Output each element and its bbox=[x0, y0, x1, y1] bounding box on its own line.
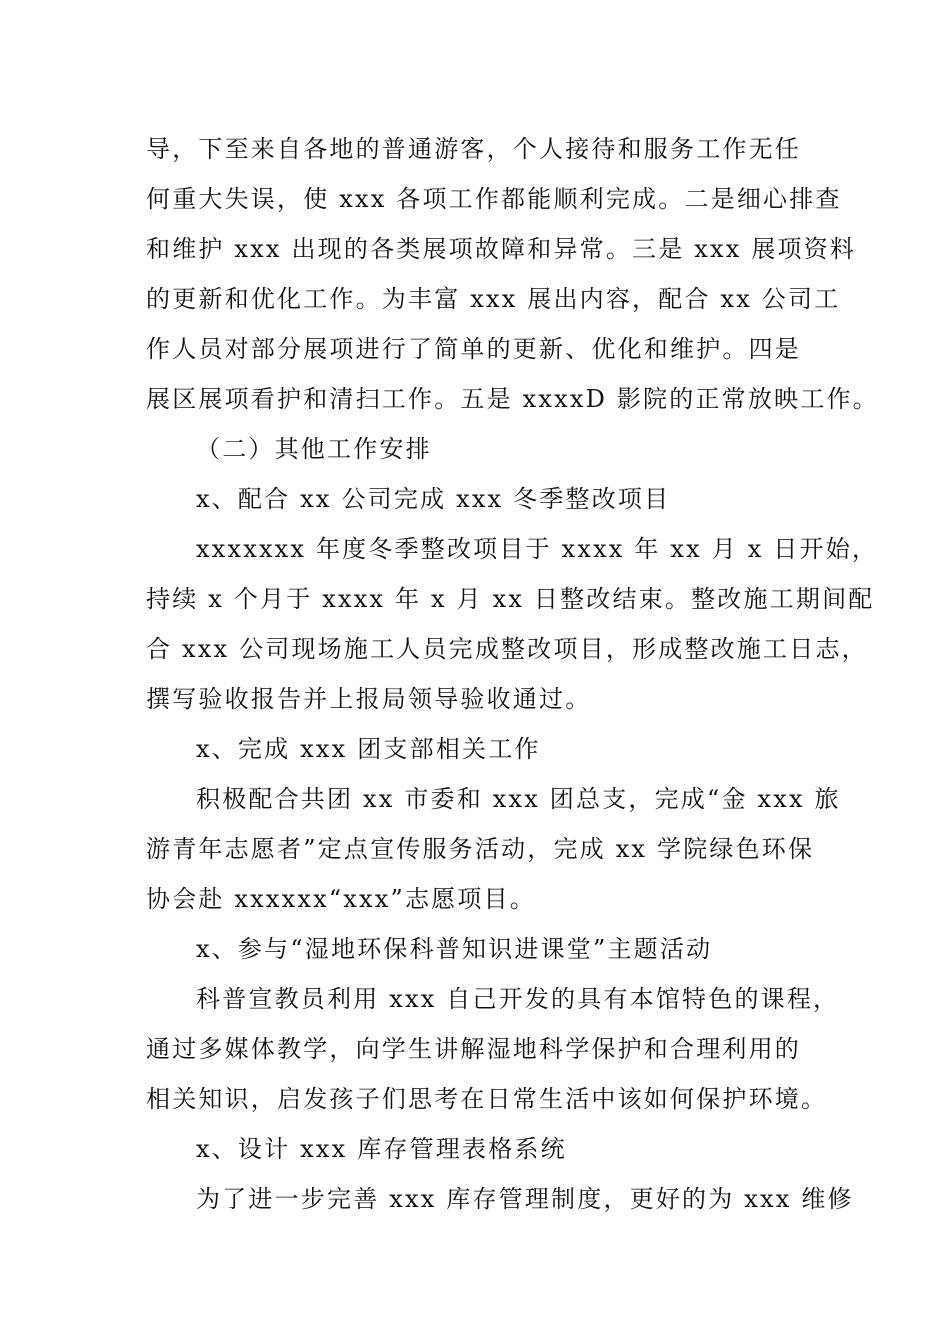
section-heading: （二）其他工作安排 bbox=[196, 435, 432, 463]
item-heading-1: x、配合 xx 公司完成 xxx 冬季整改项目 bbox=[196, 485, 671, 513]
text-line-10: 撰写验收报告并上报局领导验收通过。 bbox=[146, 685, 592, 713]
text-line-12: 游青年志愿者”定点宣传服务活动，完成 xx 学院绿色环保 bbox=[146, 835, 815, 863]
text-line-17: 为了进一步完善 xxx 库存管理制度，更好的为 xxx 维修 bbox=[196, 1185, 854, 1213]
text-line-2: 何重大失误，使 xxx 各项工作都能顺利完成。二是细心排查 bbox=[146, 185, 842, 213]
text-line-9: 合 xxx 公司现场施工人员完成整改项目，形成整改施工日志， bbox=[146, 635, 868, 663]
text-line-6: 展区展项看护和清扫工作。五是 xxxxD 影院的正常放映工作。 bbox=[146, 385, 879, 413]
item-heading-2: x、完成 xxx 团支部相关工作 bbox=[196, 735, 541, 763]
text-line-8: 持续 x 个月于 xxxx 年 x 月 xx 日整改结束。整改施工期间配 bbox=[146, 585, 875, 613]
text-line-5: 作人员对部分展项进行了简单的更新、优化和维护。四是 bbox=[146, 335, 801, 363]
item-heading-4: x、设计 xxx 库存管理表格系统 bbox=[196, 1135, 567, 1163]
text-line-16: 相关知识，启发孩子们思考在日常生活中该如何保护环境。 bbox=[146, 1085, 828, 1113]
item-heading-3: x、参与“湿地环保科普知识进课堂”主题活动 bbox=[196, 935, 713, 963]
text-line-3: 和维护 xxx 出现的各类展项故障和异常。三是 xxx 展项资料 bbox=[146, 235, 857, 263]
text-line-14: 科普宣教员利用 xxx 自己开发的具有本馆特色的课程， bbox=[196, 985, 840, 1013]
text-line-15: 通过多媒体教学，向学生讲解湿地科学保护和合理利用的 bbox=[146, 1035, 801, 1063]
text-line-13: 协会赴 xxxxxx“xxx”志愿项目。 bbox=[146, 885, 536, 913]
text-line-1: 导，下至来自各地的普通游客，个人接待和服务工作无任 bbox=[146, 135, 801, 163]
text-line-4: 的更新和优化工作。为丰富 xxx 展出内容，配合 xx 公司工 bbox=[146, 285, 841, 313]
text-line-7: xxxxxxx 年度冬季整改项目于 xxxx 年 xx 月 x 日开始， bbox=[196, 535, 879, 563]
text-line-11: 积极配合共团 xx 市委和 xxx 团总支，完成“金 xxx 旅 bbox=[196, 785, 841, 813]
